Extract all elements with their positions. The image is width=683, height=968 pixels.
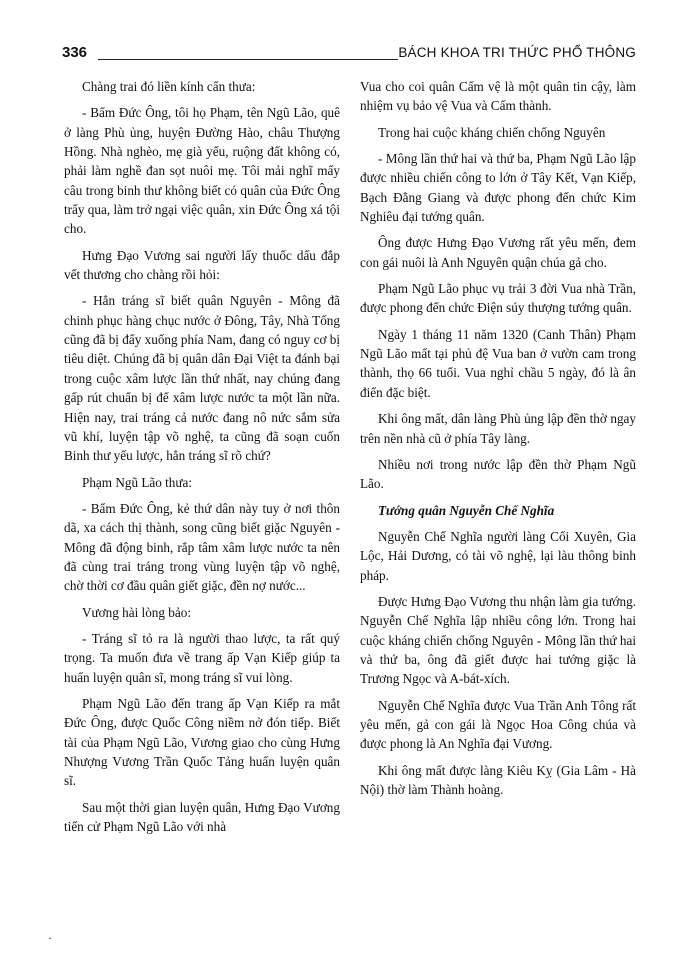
- paragraph: Khi ông mất được làng Kiêu Kỵ (Gia Lâm - Hà Nội) thờ làm Thành hoàng.: [360, 762, 636, 797]
- paragraph: Ông được Hưng Đạo Vương rất yêu mến, đem con gái nuôi là Anh Nguyên quận chúa gả cho.: [360, 235, 636, 270]
- paragraph: - Mông lần thứ hai và thứ ba, Phạm Ngũ Lão lập được nhiều chiến công to lớn ở Tây Kết, Vạn Kiếp, Bạch Đằng Giang và được phong đến chức Kim Nghiêu đại tướng quân.: [360, 151, 636, 225]
- paragraph: Nguyễn Chế Nghĩa người làng Cối Xuyên, Gia Lộc, Hải Dương, có tài võ nghệ, lại làu thông binh pháp.: [360, 528, 636, 583]
- paragraph: Khi ông mất, dân làng Phù ủng lập đền thờ ngay trên nền nhà cũ ở phía Tây làng.: [360, 411, 636, 446]
- paragraph: Vua cho coi quân Cấm vệ là một quân tin cậy, làm nhiệm vụ bảo vệ Vua và Cấm thành.: [360, 79, 636, 114]
- right-column: [360, 77, 636, 806]
- paragraph: - Bẩm Đức Ông, kẻ thứ dân này tuy ở nơi thôn dã, xa cách thị thành, song cũng biết giặc Nguyên - Mông đã động binh, rắp tâm xâm lược nước ta nên đã cùng trai tráng trong vùng luyện tập võ nghệ, chờ thời cơ đầu quân giết giặc, đền nợ nước...: [64, 500, 340, 594]
- paragraph: Hưng Đạo Vương sai người lấy thuốc dấu đắp vết thương cho chàng rồi hỏi:: [64, 247, 340, 283]
- paragraph: Trong hai cuộc kháng chiến chống Nguyên: [378, 124, 606, 140]
- left-column: [64, 77, 340, 843]
- paragraph: Phạm Ngũ Lão thưa:: [82, 474, 193, 490]
- margin-mark: ·: [48, 931, 52, 945]
- paragraph: Chàng trai đó liền kính cẩn thưa:: [82, 79, 256, 94]
- book-title: BÁCH KHOA TRI THỨC PHỔ THÔNG: [398, 45, 636, 60]
- paragraph: Nhiều nơi trong nước lập đền thờ Phạm Ngũ Lão.: [360, 456, 636, 492]
- paragraph: Ngày 1 tháng 11 năm 1320 (Canh Thân) Phạm Ngũ Lão mất tại phủ đệ Vua ban ở vườn cam trong thành, thọ 66 tuổi. Vua nghỉ chầu 5 ngày, đó là ân điển đặc biệt.: [360, 326, 636, 400]
- running-header: [62, 44, 636, 64]
- paragraph: Vương hài lòng bảo:: [82, 604, 191, 620]
- paragraph: Phạm Ngũ Lão phục vụ trải 3 đời Vua nhà Trần, được phong đến chức Điện súy thượng tướng quân.: [360, 281, 636, 316]
- paragraph: Được Hưng Đạo Vương thu nhận làm gia tướng. Nguyễn Chế Nghĩa lập nhiều công lớn. Trong hai cuộc kháng chiến chống Nguyên - Mông lần thứ hai và thứ ba, ông đã giết được hai tướng giặc là Trương Ngọc và A-bát-xích.: [360, 593, 636, 687]
- paragraph: Sau một thời gian luyện quân, Hưng Đạo Vương tiến cử Phạm Ngũ Lão với nhà: [64, 799, 340, 835]
- paragraph: Nguyễn Chế Nghĩa được Vua Trần Anh Tông rất yêu mến, gả con gái là Ngọc Hoa Công chúa và được phong là An Nghĩa đại Vương.: [360, 697, 636, 752]
- section-heading: Tướng quân Nguyễn Chế Nghĩa: [378, 502, 555, 518]
- paragraph: - Tráng sĩ tỏ ra là người thao lược, ta rất quý trọng. Ta muốn đưa về trang ấp Vạn Kiếp giúp ta huấn luyện quân sĩ, mong tráng sĩ vui lòng.: [64, 630, 340, 685]
- header-rule: [98, 59, 398, 60]
- paragraph: Phạm Ngũ Lão đến trang ấp Vạn Kiếp ra mắt Đức Ông, được Quốc Công niềm nở đón tiếp. Biết tài của Phạm Ngũ Lão, Vương giao cho cùng Hưng Nhượng Vương Trần Quốc Tảng huấn luyện quân sĩ.: [64, 695, 340, 789]
- paragraph: - Bẩm Đức Ông, tôi họ Phạm, tên Ngũ Lão, quê ở làng Phù ủng, huyện Đường Hào, châu Thượng Hồng. Nhà nghèo, mẹ già yếu, ruộng đất không có, phải làm nghề đan sọt nuôi mẹ. Tôi mải nghĩ mấy câu trong binh thư không biết có quân của Đức Ông trẩy qua, làm trở ngại việc quân, xin Đức Ông xá tội cho.: [64, 105, 340, 237]
- paragraph: - Hẳn tráng sĩ biết quân Nguyên - Mông đã chinh phục hàng chục nước ở Đông, Tây, Nhà Tống cũng đã bị đẩy xuống phía Nam, đang có nguy cơ bị tiêu diệt. Chúng đã bị quân dân Đại Việt ta đánh bại trong cuộc xâm lược lần thứ nhất, nay chúng đang gấp rút chuẩn bị để xâm lược nước ta một lần nữa. Hiện nay, trai tráng cả nước đang nô nức sắm sửa vũ khí, luyện tập võ nghệ, ta cũng đã soạn cuốn Binh thư yếu lược, hẳn tráng sĩ rõ chứ?: [64, 293, 340, 464]
- page-number: 336: [62, 44, 88, 61]
